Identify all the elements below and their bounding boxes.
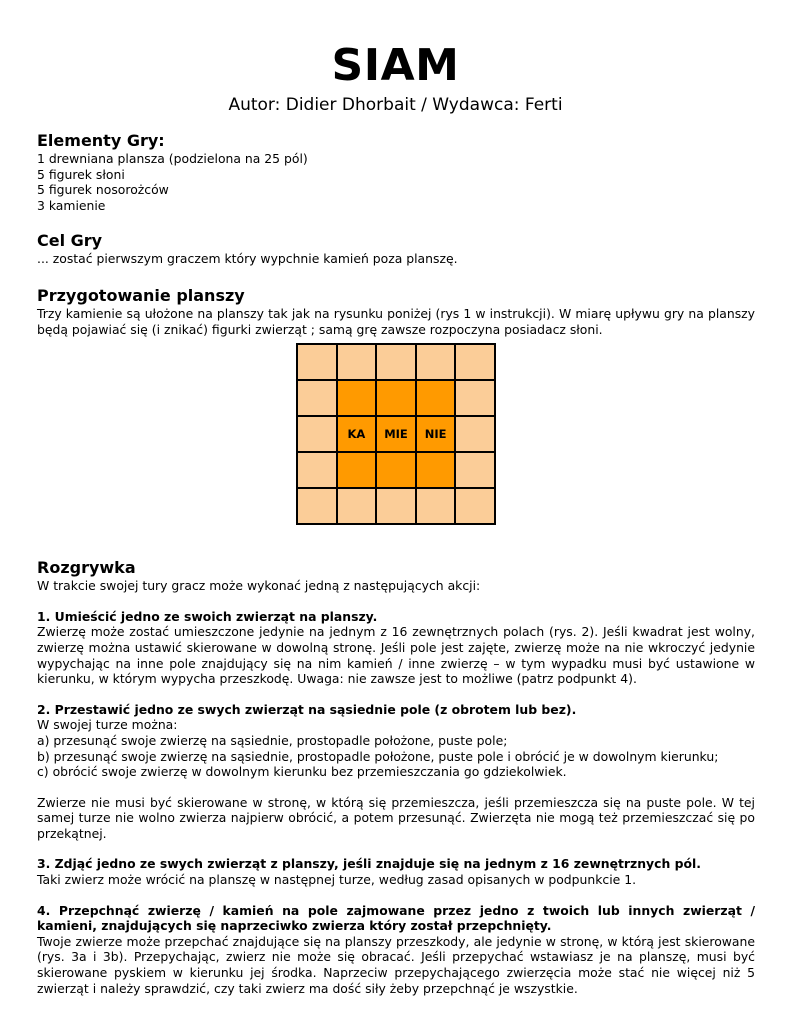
board-cell [417, 489, 455, 523]
action-3-text: Taki zwierz może wrócić na planszę w następnej turze, według zasad opisanych w podpunkcie 1. [37, 872, 637, 888]
board-cell [298, 417, 336, 451]
components-list [37, 151, 755, 213]
action-4-text: Twoje zwierze może przepchać znajdujące się na planszy przeszkody, ale jedynie w stronę, w którą jest skierowane (rys. 3a i 3b). Przepychając, zwierz nie może się obracać. Jeśli przepychać wstawiasz je na planszę, musi być skierowane pyskiem w kierunku jej środka. Naprzeciw przepychającego zwierzęcia może stać nie więcej niż 5 zwierząt i należy sprawdzić, czy taki zwierz ma dość siły żeby przepchnąć je wszystkie. [37, 933, 755, 996]
board-cell [456, 381, 494, 415]
board-cell [377, 489, 415, 523]
board-cell [338, 489, 376, 523]
board-cell [338, 453, 376, 487]
board-cell [298, 489, 336, 523]
list-item: 3 kamienie [37, 197, 106, 213]
action-2-note: Zwierze nie musi być skierowane w stronę, w którą się przemieszcza, jeśli przemieszcza się na puste pole. W tej samej turze nie wolno zwierza najpierw obrócić, a potem przesunąć. Zwierzęta nie mogą też przemieszczać się po przekątnej. [37, 794, 755, 841]
board-cell [377, 453, 415, 487]
board-cell [456, 417, 494, 451]
board-cell [417, 453, 455, 487]
action-3-heading: 3. Zdjąć jedno ze swych zwierząt z planszy, jeśli znajduje się na jednym z 16 zewnętrznych pól. [37, 856, 701, 872]
gameplay-intro: W trakcie swojej tury gracz może wykonać jedną z następujących akcji: [37, 578, 481, 594]
board-cell [417, 345, 455, 379]
section-heading-setup: Przygotowanie planszy [37, 285, 245, 305]
document-body [37, 131, 755, 996]
board-cell [298, 381, 336, 415]
board-cell [298, 453, 336, 487]
action-1-text: Zwierzę może zostać umieszczone jedynie na jednym z 16 zewnętrznych polach (rys. 2). Jeśli kwadrat jest wolny, zwierzę można ustawić skierowane w dowolną stronę. Jeśli pole jest zajęte, zwierzę może na nie wkroczyć jedynie wypychając na inne pole znajdujący się na nim kamień / inne zwierzę – w tym wypadku musi być ustawione w kierunku, w którym wypycha przeszkodę. Uwaga: nie zawsze jest to możliwe (patrz podpunkt 4). [37, 624, 755, 687]
action-2-option-b: b) przesunąć swoje zwierzę na sąsiednie, prostopadle położone, puste pole i obrócić je w dowolnym kierunku; [37, 748, 719, 764]
action-1-heading: 1. Umieścić jedno ze swoich zwierząt na planszy. [37, 608, 378, 624]
stone-cell: MIE [377, 417, 415, 451]
page-title: SIAM [331, 40, 460, 91]
board-cell [377, 345, 415, 379]
setup-text: Trzy kamienie są ułożone na planszy tak jak na rysunku poniżej (rys 1 w instrukcji). W miarę upływu gry na planszy będą pojawiać się (i znikać) figurki zwierząt ; samą grę zawsze rozpoczyna posiadacz słoni. [37, 305, 755, 337]
action-2-heading: 2. Przestawić jedno ze swych zwierząt na sąsiednie pole (z obrotem lub bez). [37, 701, 577, 717]
action-2-option-c: c) obrócić swoje zwierzę w dowolnym kierunku bez przemieszczania go gdziekolwiek. [37, 764, 567, 780]
board-cell [417, 381, 455, 415]
board-cell [456, 489, 494, 523]
board-cell [298, 345, 336, 379]
board-cell [456, 453, 494, 487]
action-2-lead: W swojej turze można: [37, 717, 178, 733]
stone-cell: NIE [417, 417, 455, 451]
action-4-heading: 4. Przepchnąć zwierzę / kamień na pole zajmowane przez jedno z twoich lub innych zwierząt / kamieni, znajdujących się naprzeciwko zwierza który został przepchnięty. [37, 902, 755, 934]
section-heading-gameplay: Rozgrywka [37, 558, 136, 578]
list-item: 1 drewniana plansza (podzielona na 25 pól) [37, 151, 308, 166]
page-subtitle: Autor: Didier Dhorbait / Wydawca: Ferti [228, 95, 563, 115]
action-2-option-a: a) przesunąć swoje zwierzę na sąsiednie, prostopadle położone, puste pole; [37, 732, 508, 748]
section-heading-components: Elementy Gry: [37, 131, 165, 150]
stone-cell: KA [338, 417, 376, 451]
section-heading-goal: Cel Gry [37, 231, 103, 251]
board-cell [456, 345, 494, 379]
board-cell [338, 345, 376, 379]
list-item: 5 figurek słoni [37, 166, 125, 182]
goal-text: ... zostać pierwszym graczem który wypchnie kamień poza planszę. [37, 251, 458, 267]
game-board-diagram [296, 343, 496, 525]
board-cell [338, 381, 376, 415]
list-item: 5 figurek nosorożców [37, 182, 169, 198]
board-cell [377, 381, 415, 415]
